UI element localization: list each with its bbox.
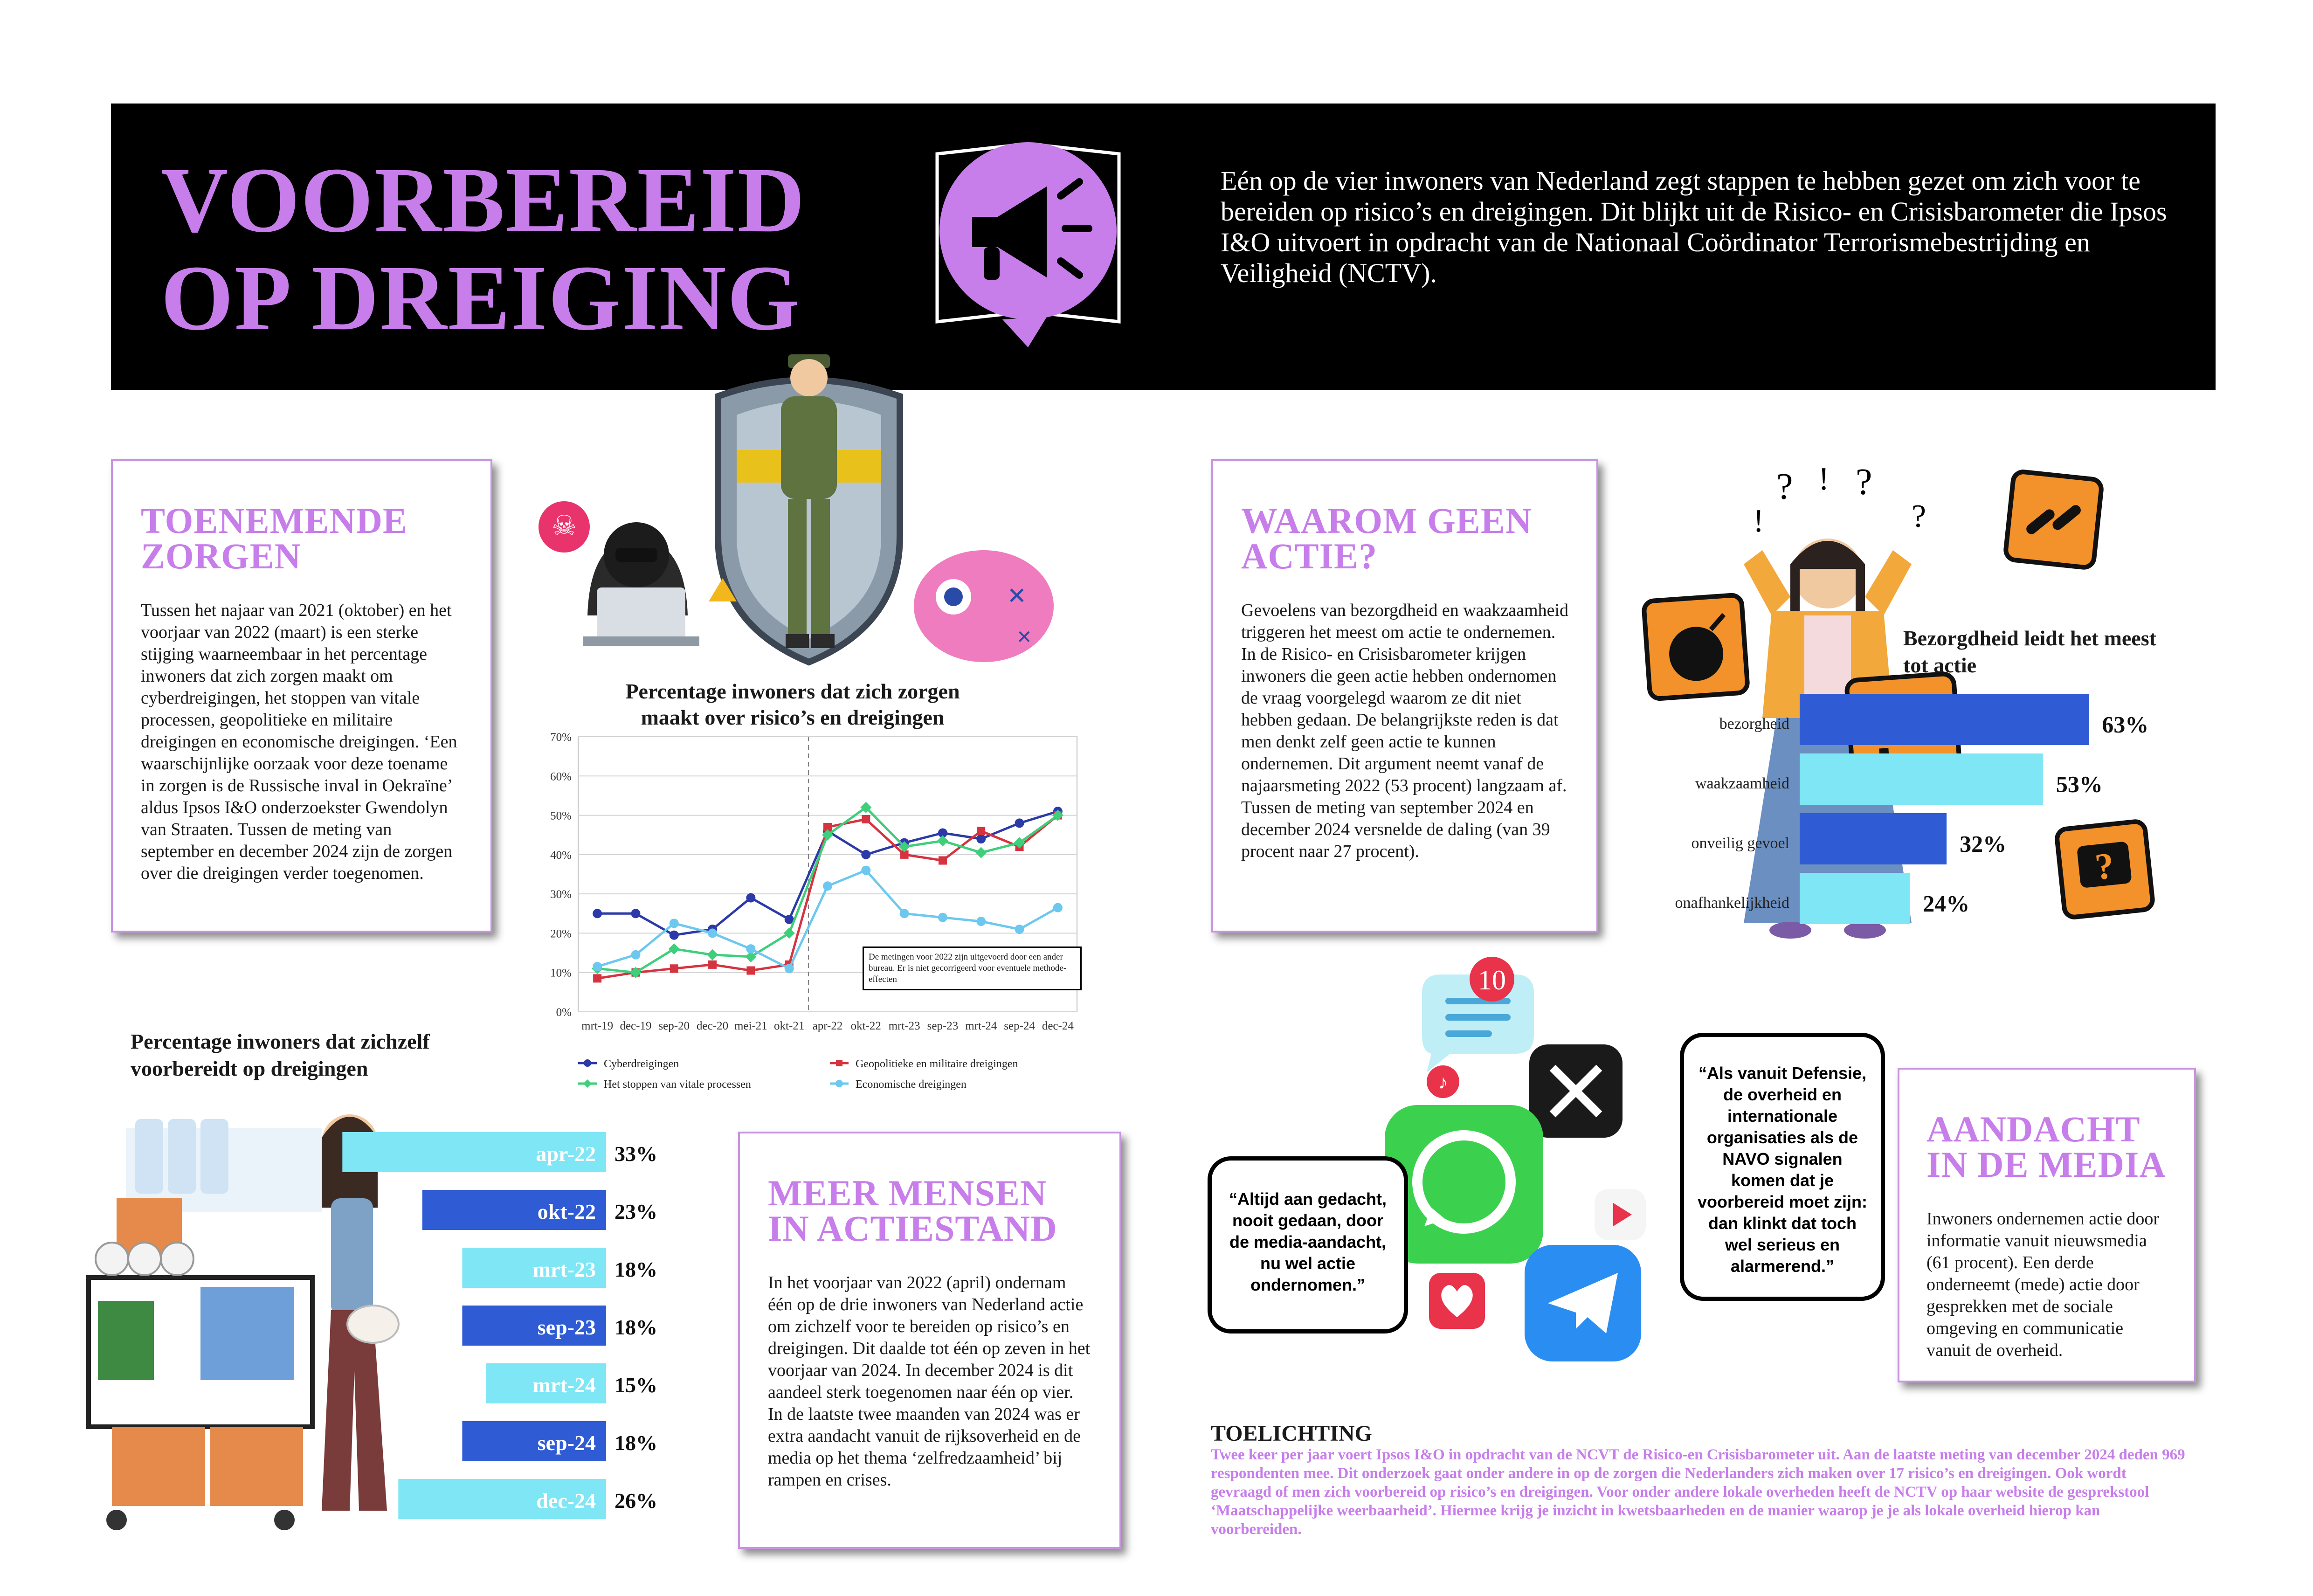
y-tick-label: 70%: [550, 731, 572, 744]
x-tick-label: dec-24: [1042, 1020, 1074, 1032]
y-tick-label: 10%: [550, 967, 572, 980]
broken-chain-sign-icon: [2005, 471, 2102, 568]
x-tick-label: mei-21: [734, 1020, 767, 1032]
data-label: 33%: [614, 1141, 657, 1166]
worry-chart-title: Bezorgdheid leidt het meest tot actie: [1903, 626, 2156, 677]
data-point: [593, 962, 602, 971]
data-point: [937, 835, 948, 846]
data-point: [823, 881, 832, 891]
legend-marker: [835, 1080, 843, 1087]
y-tick-label: 40%: [550, 849, 572, 862]
legend-label: Economische dreigingen: [856, 1078, 967, 1091]
data-point: [746, 893, 755, 903]
data-point: [631, 909, 640, 918]
x-logo-icon: [1529, 1044, 1623, 1138]
legend-marker: [584, 1059, 591, 1067]
y-tick-label: 20%: [550, 927, 572, 940]
data-point: [593, 909, 602, 918]
data-point: [939, 857, 947, 865]
note-title: TOELICHTING: [1211, 1421, 1372, 1446]
data-point: [976, 834, 986, 843]
data-label: 53%: [2056, 771, 2103, 797]
category-label: waakzaamheid: [1695, 774, 1789, 792]
category-label: sep-23: [537, 1315, 596, 1339]
section-text: Tussen het najaar van 2021 (oktober) en het voorjaar van 2022 (maart) is een sterke stijging waarneembaar in het percentage inwoners dat zich zorgen maakt om cyberdreigingen, het stoppen van vitale processen, geopolitieke en militaire dreigingen en economische dreigingen. ‘Een waarschijnlijke oorzaak voor deze toename in zorgen is de Russische inval in Oekraïne’ aldus Ipsos I&O onderzoekster Gwendolyn van Straaten. Tussen de meting van september en december 2024 zijn de zorgen over die dreigingen verder toegenomen.: [141, 601, 457, 883]
y-tick-label: 60%: [550, 770, 572, 783]
x-tick-label: apr-22: [812, 1020, 843, 1032]
data-label: 18%: [614, 1430, 657, 1455]
category-label: onafhankelijkheid: [1675, 894, 1789, 912]
whatsapp-icon: [1385, 1105, 1543, 1264]
quote-right: “Als vanuit Defensie, de overheid en internationale organisaties als de NAVO signalen komen dat je voorbereid moet zijn: dan klinkt dat toch wel serieus en alarmerend.”: [1680, 1033, 1885, 1301]
chart-annotation: De metingen voor 2022 zijn uitgevoerd door een ander bureau. Er is niet gecorrigeerd voor eventuele methode-effecten: [863, 947, 1082, 990]
svg-text:?: ?: [1912, 498, 1926, 534]
prepared-chart-title: Percentage inwoners dat zichzelf voorbereidt op dreigingen: [131, 1029, 430, 1080]
category-label: mrt-23: [532, 1257, 596, 1281]
svg-text:♪: ♪: [1438, 1072, 1448, 1093]
data-point: [670, 931, 679, 940]
svg-text:!: !: [1818, 461, 1830, 497]
data-point: [707, 949, 718, 960]
note-text: Twee keer per jaar voert Ipsos I&O in opdracht van de NCVT de Risico-en Crisisbarometer uit. Aan de laatste meting van december 2024 deden 969 respondenten mee. Dit onderzoek gaat onder andere in op de zorgen die Nederlanders zich maken over 17 risico’s en dreigingen. Ook wordt gevraagd of men zich voorbereid op risico’s en dreigingen. Voor onder andere lokale overheden heeft de NCTV op haar website de gesprekstool ‘Maatschappelijke weerbaarheid’. Hiermee krijg je inzicht in kwetsbaarheden en de manier waarop je je als lokale overheid hierop kan voorbereiden.: [1211, 1446, 2185, 1538]
category-label: dec-24: [536, 1488, 596, 1513]
category-label: sep-24: [537, 1430, 596, 1455]
heart-icon: [1429, 1273, 1485, 1329]
data-point: [900, 909, 909, 918]
data-point: [593, 974, 601, 982]
data-point: [977, 827, 985, 835]
data-point: [785, 964, 794, 973]
data-point: [1015, 925, 1024, 934]
svg-text:?: ?: [2093, 845, 2116, 888]
social-media-illustration: [1375, 947, 1702, 1380]
legend-marker: [836, 1060, 842, 1066]
x-tick-label: dec-19: [620, 1020, 652, 1032]
section-title: WAAROM GEEN ACTIE?: [1241, 500, 1533, 576]
bomb-sign-icon: [1643, 594, 1748, 699]
data-label: 63%: [2102, 711, 2149, 738]
notification-count: 10: [1478, 965, 1506, 995]
x-tick-label: sep-23: [927, 1020, 959, 1032]
category-label: onveilig gevoel: [1691, 834, 1789, 852]
data-point: [670, 919, 679, 928]
data-label: 32%: [1960, 830, 2007, 857]
line-chart: [536, 727, 1096, 1096]
y-tick-label: 50%: [550, 809, 572, 822]
data-point: [746, 944, 755, 953]
bar: [1800, 813, 1947, 864]
threat-illustration: [536, 336, 1096, 671]
y-tick-label: 0%: [556, 1006, 572, 1019]
svg-text:✕: ✕: [1007, 583, 1027, 609]
svg-text:?: ?: [1856, 462, 1872, 503]
quote-left: “Altijd aan gedacht, nooit gedaan, door de media-aandacht, nu wel actie ondernomen.”: [1208, 1156, 1408, 1333]
svg-text:?: ?: [1776, 466, 1793, 507]
svg-text:☠: ☠: [552, 511, 577, 541]
data-point: [861, 866, 870, 875]
youtube-icon: [1595, 1189, 1646, 1240]
svg-text:!: !: [1753, 503, 1764, 539]
section-waarom-geen-actie: [1211, 459, 1598, 933]
section-text: In het voorjaar van 2022 (april) ondernam één op de drie inwoners van Nederland actie om zichzelf voor te bereiden op risico’s en dreigingen. Dit daalde tot één op zeven in het voorjaar van 2024. In december 2024 is dit aandeel sterk toegenomen naar één op vier. In de laatste twee maanden van 2024 was er extra aandacht vanuit de rijksoverheid en de media op het thema ‘zelfredzaamheid’ bij rampen en crises.: [768, 1273, 1091, 1490]
data-point: [975, 847, 987, 858]
section-title: TOENEMENDE ZORGEN: [141, 500, 407, 576]
data-label: 18%: [614, 1315, 657, 1339]
data-point: [669, 943, 680, 954]
section-aandacht-media: [1898, 1068, 2196, 1382]
data-point: [784, 927, 795, 939]
data-point: [862, 815, 870, 823]
section-toenemende-zorgen: [111, 459, 492, 933]
section-title: AANDACHT IN DE MEDIA: [1926, 1109, 2166, 1185]
x-tick-label: sep-20: [658, 1020, 690, 1032]
legend-label: Het stoppen van vitale processen: [604, 1078, 751, 1091]
data-point: [976, 917, 986, 926]
y-tick-label: 30%: [550, 888, 572, 901]
legend-marker: [583, 1079, 592, 1088]
page-title-line2: OP DREIGING: [161, 247, 801, 350]
data-point: [1053, 903, 1063, 912]
x-tick-label: dec-20: [697, 1020, 729, 1032]
category-label: okt-22: [537, 1199, 596, 1223]
section-text: Gevoelens van bezorgdheid en waakzaamheid triggeren het meest om actie te ondernemen. In de Risico- en Crisisbarometer krijgen inwoners die geen actie hebben ondernomen de vraag voorgelegd waarom ze dit niet hebben gedaan. De belangrijkste reden is dat men denkt zelf geen actie te kunnen ondernemen. Dit argument neemt vanaf de najaarsmeting 2022 (53 procent) langzaam af. Tussen de meting van september 2024 en december 2024 versnelde de daling (van 39 procent naar 27 procent).: [1241, 601, 1568, 861]
data-label: 26%: [614, 1488, 657, 1513]
data-point: [746, 967, 755, 975]
data-point: [708, 928, 717, 938]
x-tick-label: okt-22: [850, 1020, 881, 1032]
prepared-bar-chart: [326, 1124, 746, 1525]
intro-text: Eén op de vier inwoners van Nederland zegt stappen te hebben gezet om zich voor te bereiden op risico’s en dreigingen. Dit blijkt uit de Risico- en Crisisbarometer die Ipsos I&O uitvoert in opdracht van de Nationaal Coördinator Terrorismebestrijding en Veiligheid (NCTV).: [1221, 166, 2167, 288]
data-point: [1015, 818, 1024, 828]
data-point: [670, 964, 678, 973]
page-title-line1: VOORBEREID: [161, 149, 806, 252]
section-meer-mensen: [738, 1132, 1121, 1549]
megaphone-book-icon: [928, 135, 1128, 359]
data-point: [938, 913, 947, 922]
data-label: 15%: [614, 1373, 657, 1397]
data-point: [708, 960, 717, 969]
svg-text:✕: ✕: [1016, 627, 1032, 648]
data-label: 18%: [614, 1257, 657, 1281]
category-label: apr-22: [536, 1141, 596, 1166]
x-tick-label: sep-24: [1004, 1020, 1035, 1032]
x-tick-label: mrt-19: [581, 1020, 614, 1032]
bar: [1800, 753, 2043, 805]
bar: [1800, 694, 2089, 745]
category-label: bezorgheid: [1719, 715, 1789, 732]
x-tick-label: mrt-23: [888, 1020, 920, 1032]
legend-label: Geopolitieke en militaire dreigingen: [856, 1058, 1018, 1070]
data-point: [861, 850, 870, 859]
music-note-icon: [1427, 1065, 1459, 1098]
x-tick-label: okt-21: [774, 1020, 805, 1032]
data-label: 23%: [614, 1199, 657, 1223]
telegram-icon: [1525, 1245, 1641, 1361]
legend-label: Cyberdreigingen: [604, 1058, 679, 1070]
x-tick-label: mrt-24: [965, 1020, 997, 1032]
data-label: 24%: [1923, 890, 1970, 917]
bar: [1800, 873, 1910, 924]
line-chart-title: Percentage inwoners dat zich zorgen maakt over risico’s en dreigingen: [625, 679, 960, 729]
data-point: [631, 950, 640, 960]
section-text: Inwoners ondernemen actie door informatie vanuit nieuwsmedia (61 procent). Een derde onderneemt (mede) actie door gesprekken met de sociale omgeving en communicatie vanuit de overheid.: [1926, 1209, 2160, 1360]
category-label: mrt-24: [532, 1373, 596, 1397]
worry-bar-chart: [1623, 685, 2159, 947]
section-title: MEER MENSEN IN ACTIESTAND: [768, 1173, 1057, 1249]
